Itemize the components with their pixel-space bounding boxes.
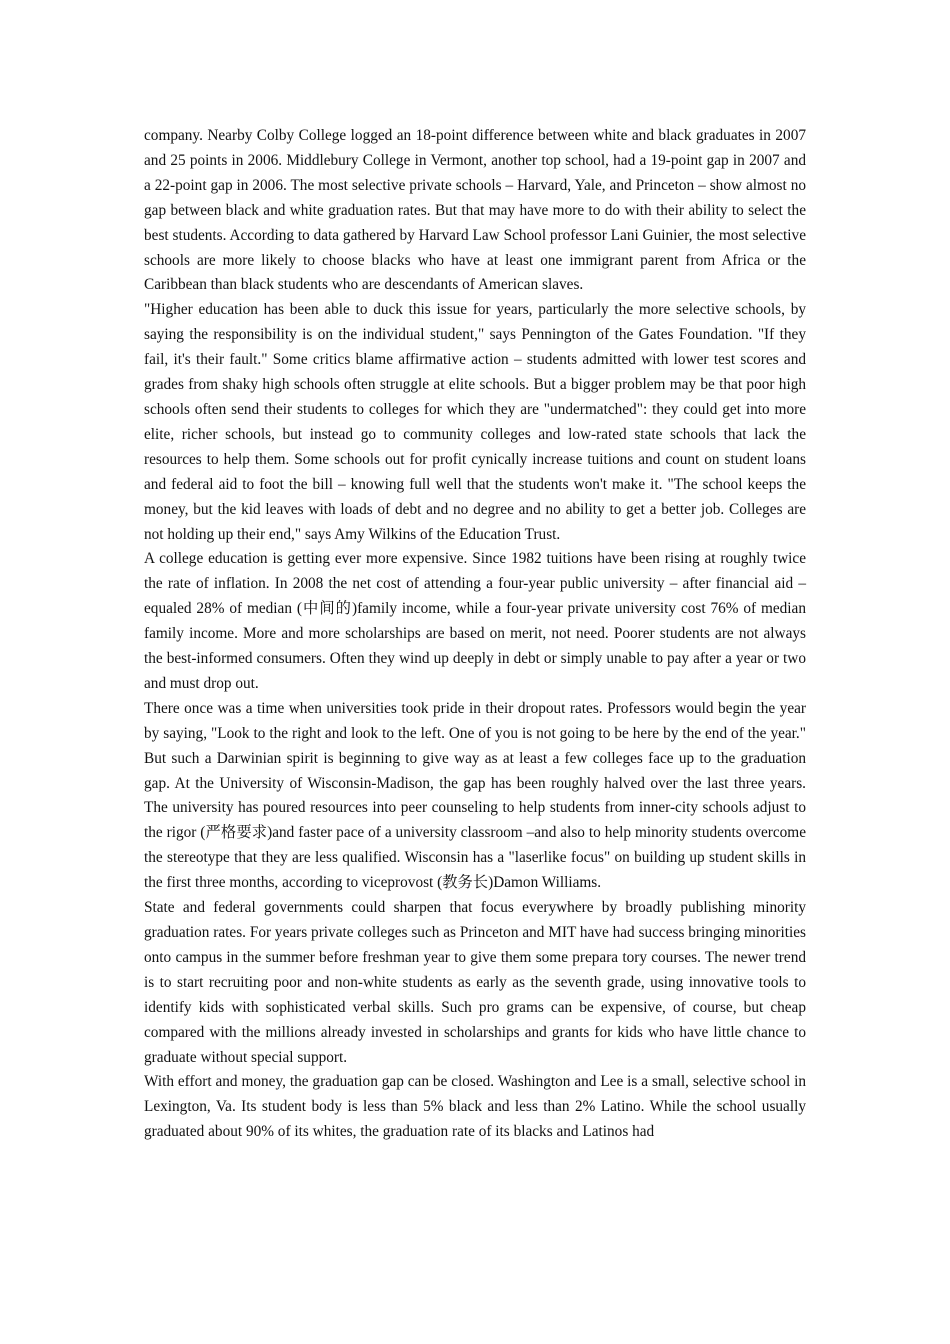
document-page: [144, 124, 806, 1145]
paragraph-government-focus: State and federal governments could sharpen that focus everywhere by broadly publishing minority graduation rates. For years private colleges such as Princeton and MIT have had success bringing minorities onto campus in the summer before freshman year to give them some prepara tory courses. The newer trend is to start recruiting poor and non-white students as early as the seventh grade, using innovative tools to identify kids with sophisticated verbal skills. Such pro grams can be expensive, of course, but cheap compared with the millions already invested in scholarships and grants for kids who have little chance to graduate without special support.: [144, 899, 806, 1066]
paragraph-college-cost: A college education is getting ever more expensive. Since 1982 tuitions have been rising at roughly twice the rate of inflation. In 2008 the net cost of attending a four-year public university – after financial aid – equaled 28% of median (中间的)family income, while a four-year private university cost 76% of median family income. More and more scholarships are based on merit, not need. Poorer students are not always the best-informed consumers. Often they wind up deeply in debt or simply unable to pay after a year or two and must drop out.: [144, 550, 806, 692]
paragraph-colby-middlebury-gap: company. Nearby Colby College logged an 18-point difference between white and black graduates in 2007 and 25 points in 2006. Middlebury College in Vermont, another top school, had a 19-point gap in 2007 and a 22-point gap in 2006. The most selective private schools – Harvard, Yale, and Princeton – show almost no gap between black and white graduation rates. But that may have more to do with their ability to select the best students. According to data gathered by Harvard Law School professor Lani Guinier, the most selective schools are more likely to choose blacks who have at least one immigrant parent from Africa or the Caribbean than black students who are descendants of American slaves.: [144, 127, 806, 294]
paragraph-washington-and-lee: With effort and money, the graduation gap can be closed. Washington and Lee is a small, selective school in Lexington, Va. Its student body is less than 5% black and less than 2% Latino. While the school usually graduated about 90% of its whites, the graduation rate of its blacks and Latinos had: [144, 1073, 806, 1141]
paragraph-higher-education-duck-issue: "Higher education has been able to duck this issue for years, particularly the more selective schools, by saying the responsibility is on the individual student," says Pennington of the Gates Foundation. "If they fail, it's their fault." Some critics blame affirmative action – students admitted with lower test scores and grades from shaky high schools often struggle at elite schools. But a bigger problem may be that poor high schools often send their students to colleges for which they are "undermatched": they could get into more elite, richer schools, but instead go to community colleges and low-rated state schools that lack the resources to help them. Some schools out for profit cynically increase tuitions and count on student loans and federal aid to foot the bill – knowing full well that the students won't make it. "The school keeps the money, but the kid leaves with loads of debt and no degree and no ability to get a better job. Colleges are not holding up their end," says Amy Wilkins of the Education Trust.: [144, 301, 806, 543]
paragraph-dropout-rates: There once was a time when universities took pride in their dropout rates. Professors would begin the year by saying, "Look to the right and look to the left. One of you is not going to be here by the end of the year." But such a Darwinian spirit is beginning to give way as at least a few colleges face up to the graduation gap. At the University of Wisconsin-Madison, the gap has been roughly halved over the last three years. The university has poured resources into peer counseling to help students from inner-city schools adjust to the rigor (严格要求)and faster pace of a university classroom –and also to help minority students overcome the stereotype that they are less qualified. Wisconsin has a "laserlike focus" on building up student skills in the first three months, according to viceprovost (教务长)Damon Williams.: [144, 699, 806, 892]
